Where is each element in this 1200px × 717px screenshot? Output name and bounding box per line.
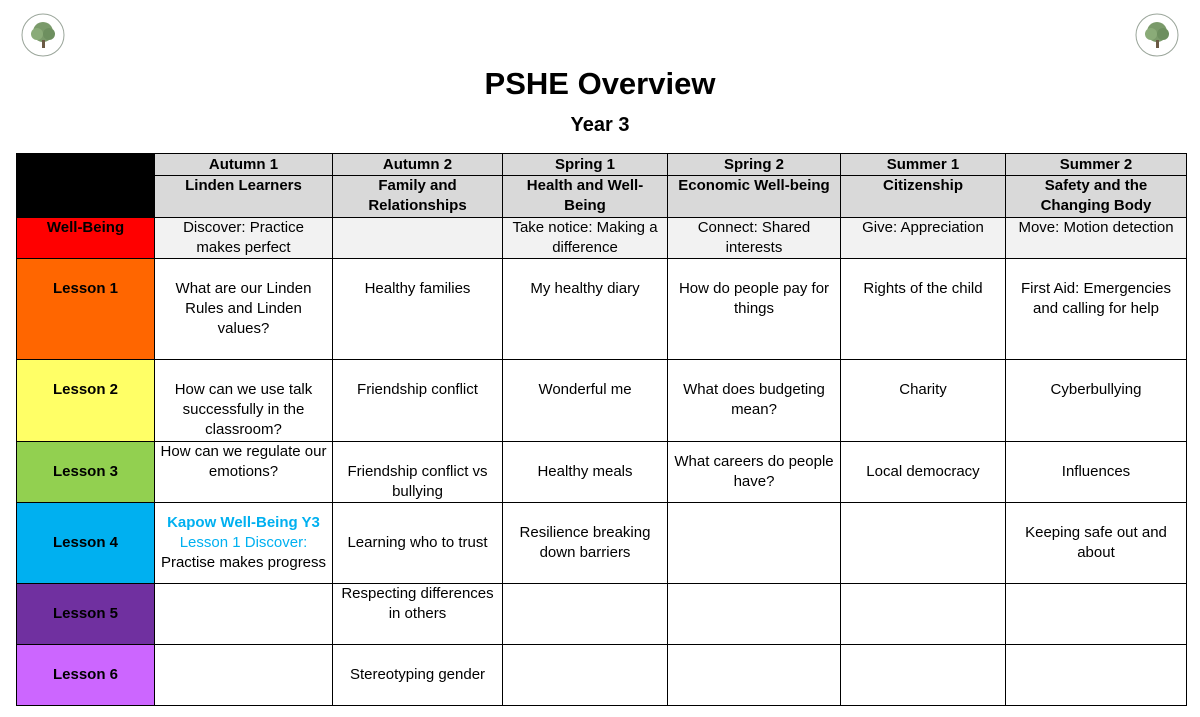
table-cell bbox=[1006, 584, 1187, 645]
table-cell: Stereotyping gender bbox=[333, 645, 503, 706]
school-logo-right bbox=[1134, 12, 1180, 58]
table-cell bbox=[841, 645, 1006, 706]
pshe-overview-table bbox=[16, 153, 1187, 706]
topic-header: Citizenship bbox=[841, 176, 1006, 218]
corner-cell bbox=[17, 154, 155, 218]
table-cell bbox=[333, 218, 503, 259]
term-header: Autumn 2 bbox=[333, 154, 503, 176]
term-header-row bbox=[17, 154, 1187, 176]
topic-header: Family and Relationships bbox=[333, 176, 503, 218]
table-cell: Influences bbox=[1006, 442, 1187, 503]
table-cell: How do people pay for things bbox=[668, 259, 841, 360]
table-cell: Local democracy bbox=[841, 442, 1006, 503]
table-cell bbox=[668, 360, 841, 442]
lesson-row bbox=[17, 584, 1187, 645]
table-cell bbox=[668, 503, 841, 584]
table-cell: Cyberbullying bbox=[1006, 360, 1187, 442]
budgeting-text: What does budgeting mean? bbox=[683, 381, 825, 418]
term-header: Spring 2 bbox=[668, 154, 841, 176]
table-cell: Connect: Shared interests bbox=[668, 218, 841, 259]
table-cell: How can we regulate our emotions? bbox=[155, 442, 333, 503]
term-header: Spring 1 bbox=[503, 154, 668, 176]
table-cell: Resilience breaking down barriers bbox=[503, 503, 668, 584]
topic-header: Safety and the Changing Body bbox=[1006, 176, 1187, 218]
kapow-title: Kapow Well-Being Y3 bbox=[167, 514, 320, 531]
lesson-row bbox=[17, 645, 1187, 706]
table-cell: What are our Linden Rules and Linden values? bbox=[155, 259, 333, 360]
table-cell: Take notice: Making a difference bbox=[503, 218, 668, 259]
table-cell bbox=[155, 503, 333, 584]
term-header: Summer 2 bbox=[1006, 154, 1187, 176]
kapow-lesson-text: Practise makes progress bbox=[160, 554, 327, 571]
table-cell: My healthy diary bbox=[503, 259, 668, 360]
table-cell: How can we use talk successfully in the classroom? bbox=[155, 360, 333, 442]
wellbeing-row bbox=[17, 218, 1187, 259]
lesson-row bbox=[17, 503, 1187, 584]
table-cell: First Aid: Emergencies and calling for help bbox=[1006, 259, 1187, 360]
table-cell bbox=[841, 584, 1006, 645]
table-cell bbox=[668, 584, 841, 645]
row-label-lesson-2: Lesson 2 bbox=[17, 360, 155, 442]
topic-header: Health and Well-Being bbox=[503, 176, 668, 218]
topic-header: Economic Well-being bbox=[668, 176, 841, 218]
topic-header-row bbox=[17, 176, 1187, 218]
row-label-lesson-4: Lesson 4 bbox=[17, 503, 155, 584]
kapow-subtitle: Lesson 1 Discover: bbox=[179, 534, 308, 551]
table-cell: Discover: Practice makes perfect bbox=[155, 218, 333, 259]
page-title: PSHE Overview bbox=[484, 66, 716, 101]
table-cell bbox=[668, 645, 841, 706]
table-cell bbox=[155, 584, 333, 645]
table-cell bbox=[841, 503, 1006, 584]
table-cell: Learning who to trust bbox=[333, 503, 503, 584]
table-cell: Healthy families bbox=[333, 259, 503, 360]
topic-header: Linden Learners bbox=[155, 176, 333, 218]
table-cell: Charity bbox=[841, 360, 1006, 442]
table-cell: Friendship conflict vs bullying bbox=[333, 442, 503, 503]
lesson-row bbox=[17, 360, 1187, 442]
table-cell bbox=[503, 645, 668, 706]
term-header: Autumn 1 bbox=[155, 154, 333, 176]
table-cell: Friendship conflict bbox=[333, 360, 503, 442]
row-label-lesson-3: Lesson 3 bbox=[17, 442, 155, 503]
table-cell: What careers do people have? bbox=[668, 442, 841, 503]
row-label-wellbeing: Well-Being bbox=[17, 218, 155, 259]
row-label-lesson-6: Lesson 6 bbox=[17, 645, 155, 706]
row-label-lesson-5: Lesson 5 bbox=[17, 584, 155, 645]
term-header: Summer 1 bbox=[841, 154, 1006, 176]
table-cell: Healthy meals bbox=[503, 442, 668, 503]
table-cell: Wonderful me bbox=[503, 360, 668, 442]
table-cell bbox=[503, 584, 668, 645]
table-cell: Keeping safe out and about bbox=[1006, 503, 1187, 584]
page-subtitle: Year 3 bbox=[570, 114, 630, 136]
table-cell: Respecting differences in others bbox=[333, 584, 503, 645]
table-cell bbox=[155, 645, 333, 706]
lesson-row bbox=[17, 259, 1187, 360]
row-label-lesson-1: Lesson 1 bbox=[17, 259, 155, 360]
table-cell bbox=[1006, 645, 1187, 706]
lesson-row bbox=[17, 442, 1187, 503]
table-cell: Rights of the child bbox=[841, 259, 1006, 360]
table-cell: Move: Motion detection bbox=[1006, 218, 1187, 259]
table-cell: Give: Appreciation bbox=[841, 218, 1006, 259]
school-logo-left bbox=[20, 12, 66, 58]
